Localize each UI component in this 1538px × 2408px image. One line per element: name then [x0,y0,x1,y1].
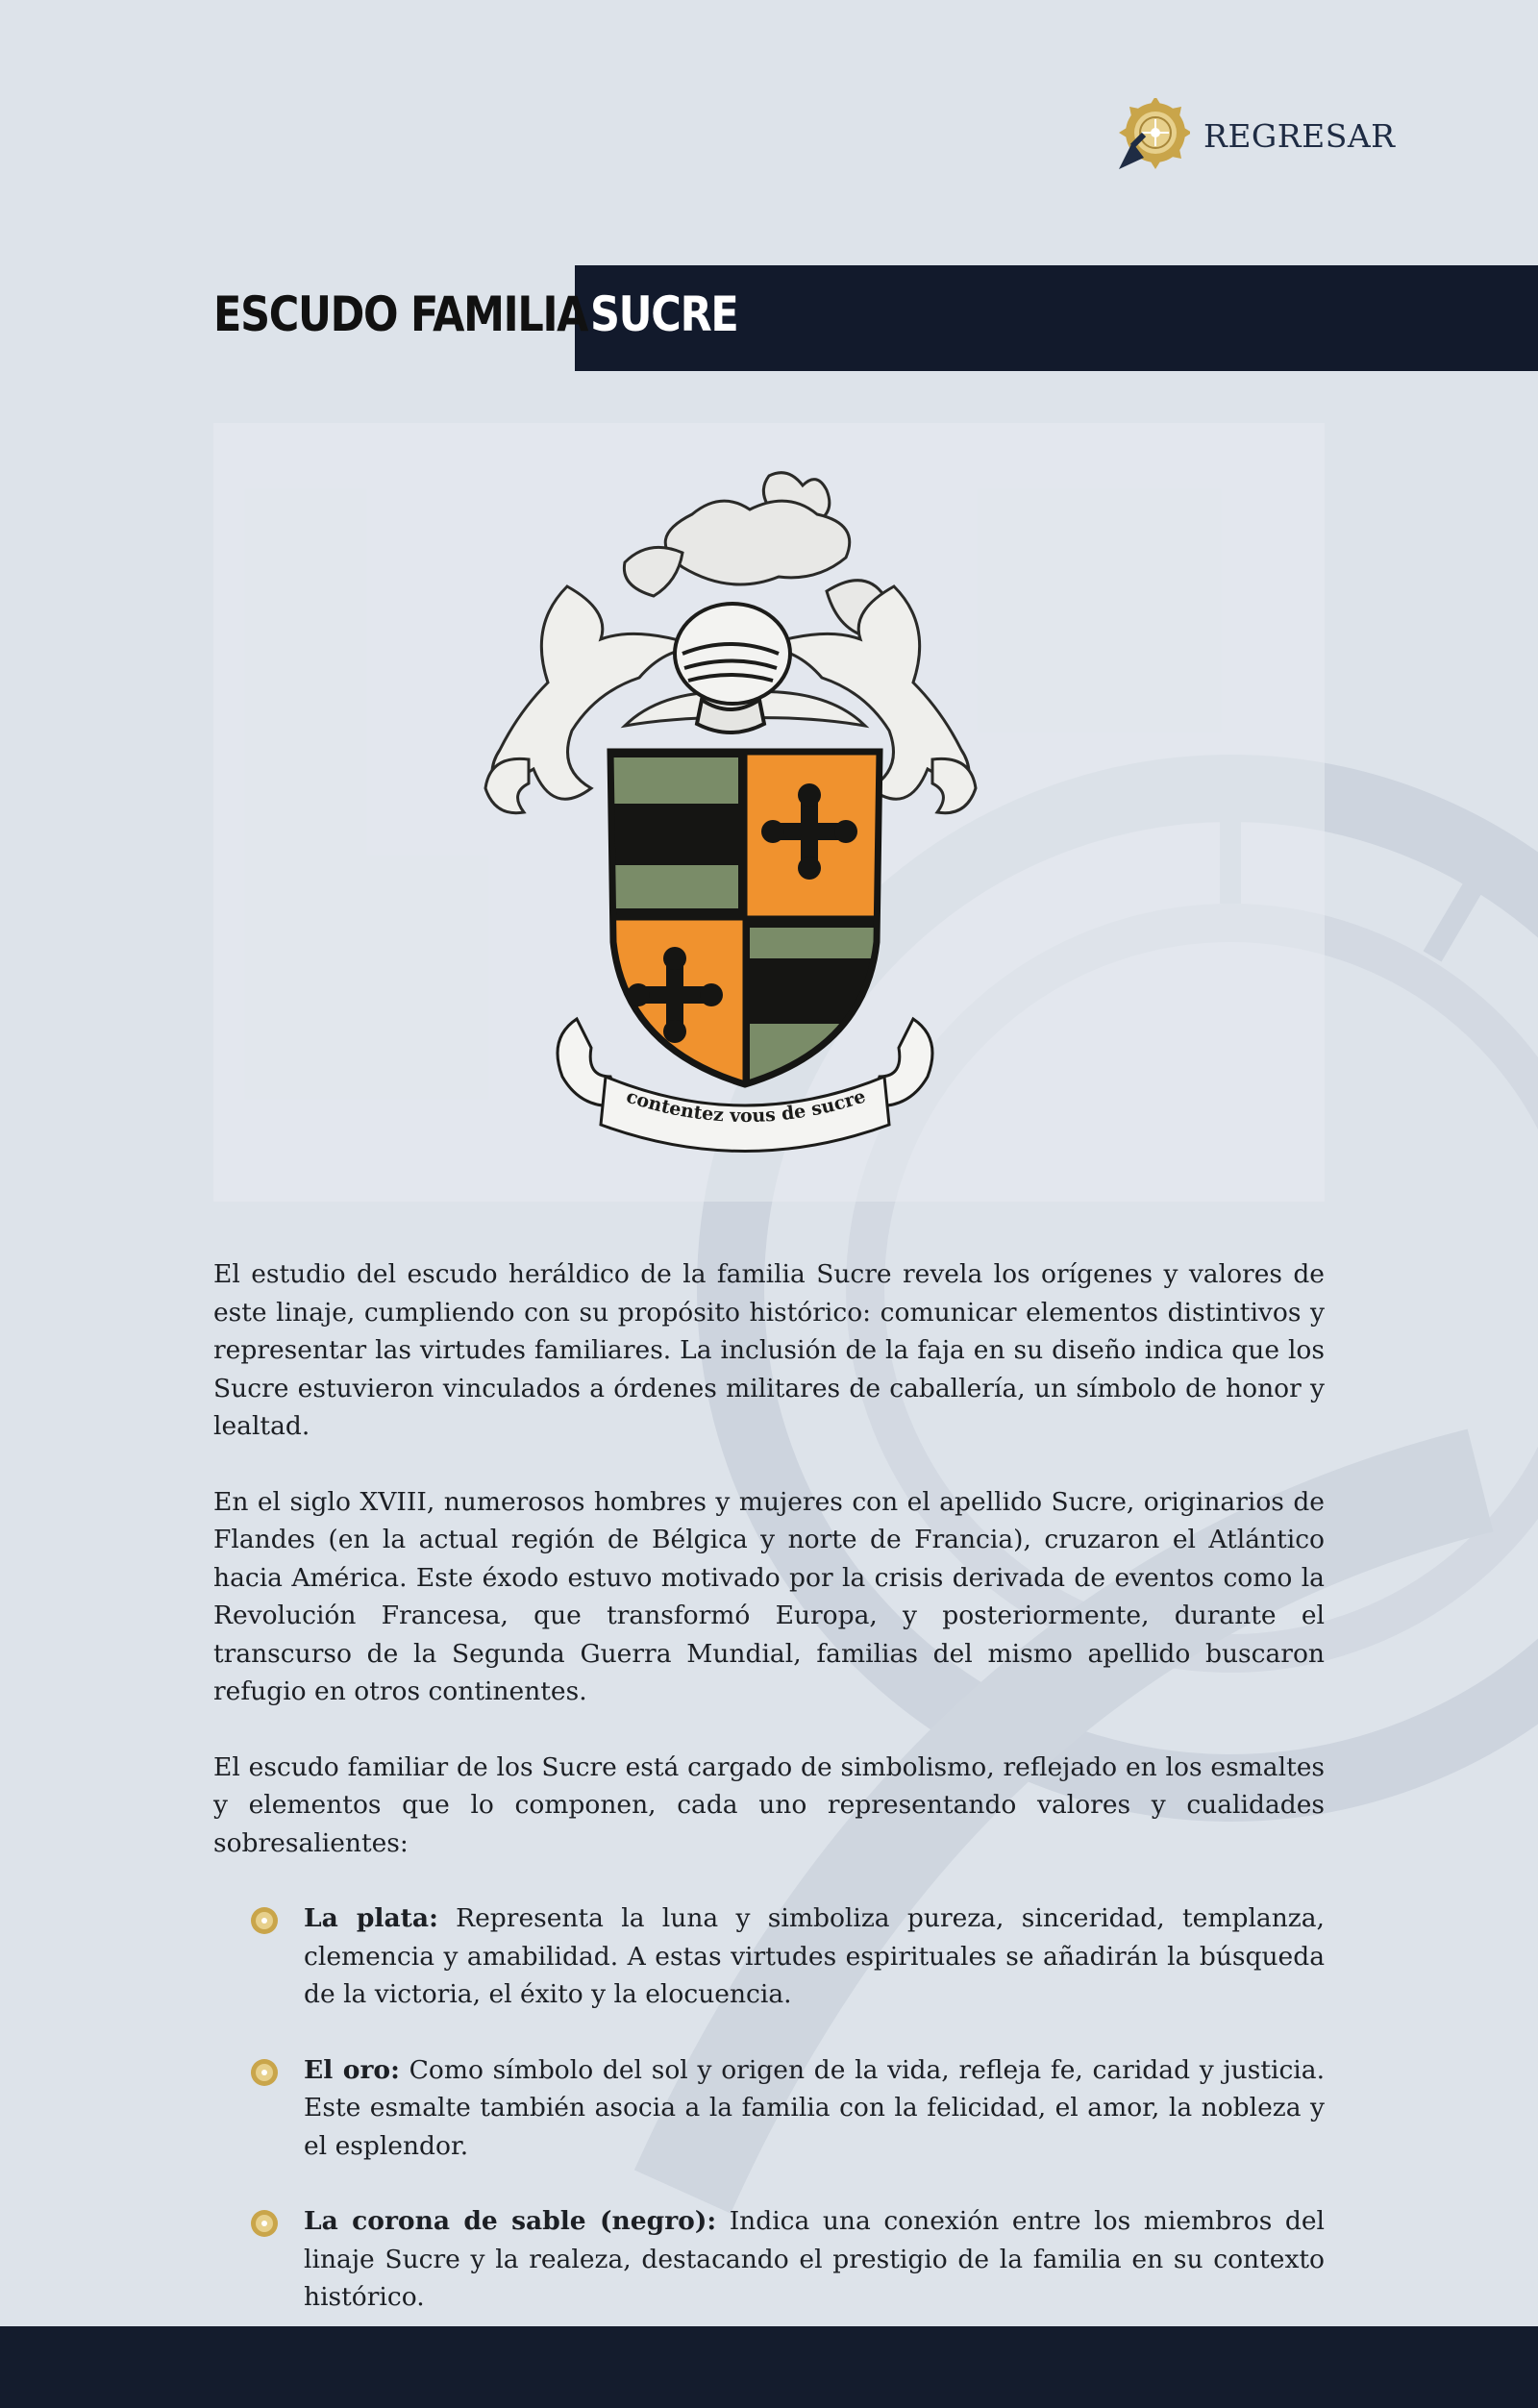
list-item-term: La plata: [304,1903,438,1933]
list-item-text: Como símbolo del sol y origen de la vida, refleja fe, caridad y justicia. Este esmalte también asocia a la familia con la felicidad, el amor, la nobleza y el esplendor. [304,2054,1325,2161]
list-item-term: La corona de sable (negro): [304,2206,717,2236]
paragraph-1: El estudio del escudo heráldico de la familia Sucre revela los orígenes y valores de este linaje, cumpliendo con su propósito histórico: comunicar elementos distintivos y representar las virtudes familiares. La inclusión de la faja en su diseño indica que los Sucre estuvieron vinculados a órdenes militares de caballería, un símbolo de honor y lealtad. [213,1259,1325,1441]
crest-motto: contentez vous de sucre [623,1085,869,1128]
gold-seal-bullet-icon [250,2058,279,2087]
page-title-highlight: SUCRE [590,286,738,342]
paragraph-2: En el siglo XVIII, numerosos hombres y mujeres con el apellido Sucre, originarios de Flandes (en la actual región de Bélgica y norte de Francia), cruzaron el Atlántico hacia América. Este éxodo estuvo motivado por la crisis derivada de eventos como la Revolución Francesa, que transformó Europa, y posteriormente, durante el transcurso de la Segunda Guerra Mundial, familias del mismo apellido buscaron refugio en otros continentes. [213,1486,1325,1706]
regresar-button[interactable] [1115,98,1396,173]
list-item [213,2202,1325,2317]
page-title-prefix: ESCUDO FAMILIA [213,286,588,342]
paragraph-3: El escudo familiar de los Sucre está cargado de simbolismo, reflejado en los esmaltes y elementos que lo componen, cada uno representando valores y cualidades sobresalientes: [213,1751,1325,1858]
gold-seal-cursor-icon [1115,98,1190,173]
list-item-text: Indica una conexión entre los miembros del linaje Sucre y la realeza, destacando el prestigio de la familia en su contexto histórico. [304,2206,1325,2312]
regresar-label: REGRESAR [1203,116,1396,155]
list-item-term: El oro: [304,2054,400,2085]
list-item-text: Representa la luna y simboliza pureza, sinceridad, templanza, clemencia y amabilidad. A estas virtudes espirituales se añadirán la búsqueda de la victoria, el éxito y la elocuencia. [304,1903,1325,2009]
article-body [213,1255,1325,2354]
gold-seal-bullet-icon [250,1906,279,1935]
coat-of-arms-illustration [461,461,1000,1173]
gold-seal-bullet-icon [250,2209,279,2238]
symbolism-list [213,1899,1325,2317]
list-item [213,2051,1325,2166]
list-item [213,1899,1325,2014]
footer-bar [0,2326,1538,2408]
page-title [0,265,1538,371]
